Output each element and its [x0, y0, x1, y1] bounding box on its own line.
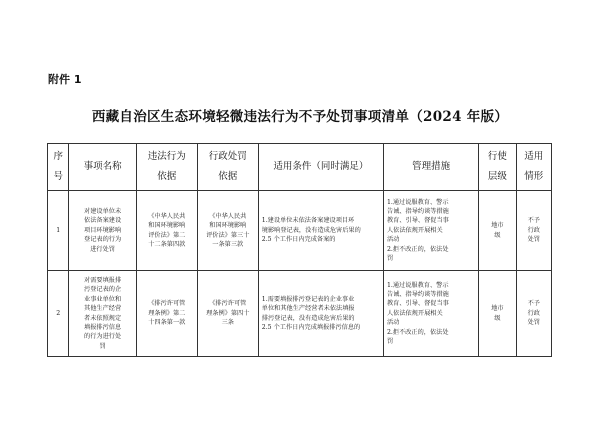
cell-measures: 1.通过说服教育、警示 告诫、指导约谈等措施 教育、引导、督促当事 人依法依规开展相关 活动 2.拒不改正的，依法处 罚 [383, 271, 478, 357]
cell-measures: 1.通过说服教育、警示 告诫、指导约谈等措施 教育、引导、督促当事 人依法依规开展相关 活动 2.拒不改正的，依法处 罚 [383, 191, 478, 271]
header-penalty: 行政处罚 依据 [197, 144, 258, 191]
header-conditions: 适用条件（同时满足） [258, 144, 383, 191]
cell-penalty: 《中华人民共 和国环境影响 评价法》第三十 一条第三款 [197, 191, 258, 271]
table-row [48, 271, 552, 357]
table-row [48, 191, 552, 271]
table-header-row [48, 144, 552, 191]
page-title: 西藏自治区生态环境轻微违法行为不予处罚事项清单（2024 年版） [91, 109, 509, 125]
cell-seq: 2 [48, 271, 69, 357]
cell-item: 对需要填报排 污登记表的企 业事业单位和 其他生产经营 者未依照规定 填报排污信息 的行为进行处 罚 [69, 271, 136, 357]
penalty-exemption-table [47, 143, 552, 357]
cell-seq: 1 [48, 191, 69, 271]
header-measures: 管理措施 [383, 144, 478, 191]
header-seq: 序 号 [48, 144, 69, 191]
cell-level: 地市 级 [479, 271, 516, 357]
header-item: 事项名称 [69, 144, 136, 191]
cell-situation: 不予 行政 处罚 [516, 191, 551, 271]
cell-conditions: 1.需要填报排污登记表的企业事业 单位和其他生产经营者未依法填报 排污登记表，没有造成危害后果的 2.5 个工作日内完成填报排污信息的 [258, 271, 383, 357]
attachment-label: 附件 1 [48, 73, 82, 86]
cell-situation: 不予 行政 处罚 [516, 271, 551, 357]
cell-penalty: 《排污许可管 理条例》第四十 三条 [197, 271, 258, 357]
cell-violation: 《排污许可管 理条例》第二 十四条第一款 [136, 271, 197, 357]
header-level: 行使 层级 [479, 144, 516, 191]
cell-violation: 《中华人民共 和国环境影响 评价法》第二 十二条第四款 [136, 191, 197, 271]
cell-level: 地市 级 [479, 191, 516, 271]
header-situation: 适用 情形 [516, 144, 551, 191]
header-violation: 违法行为 依据 [136, 144, 197, 191]
cell-conditions: 1.建设单位未依法备案建设项目环 境影响登记表，没有造成危害后果的 2.5 个工作日内完成备案的 [258, 191, 383, 271]
cell-item: 对建设单位未 依法备案建设 项目环境影响 登记表的行为 进行处罚 [69, 191, 136, 271]
